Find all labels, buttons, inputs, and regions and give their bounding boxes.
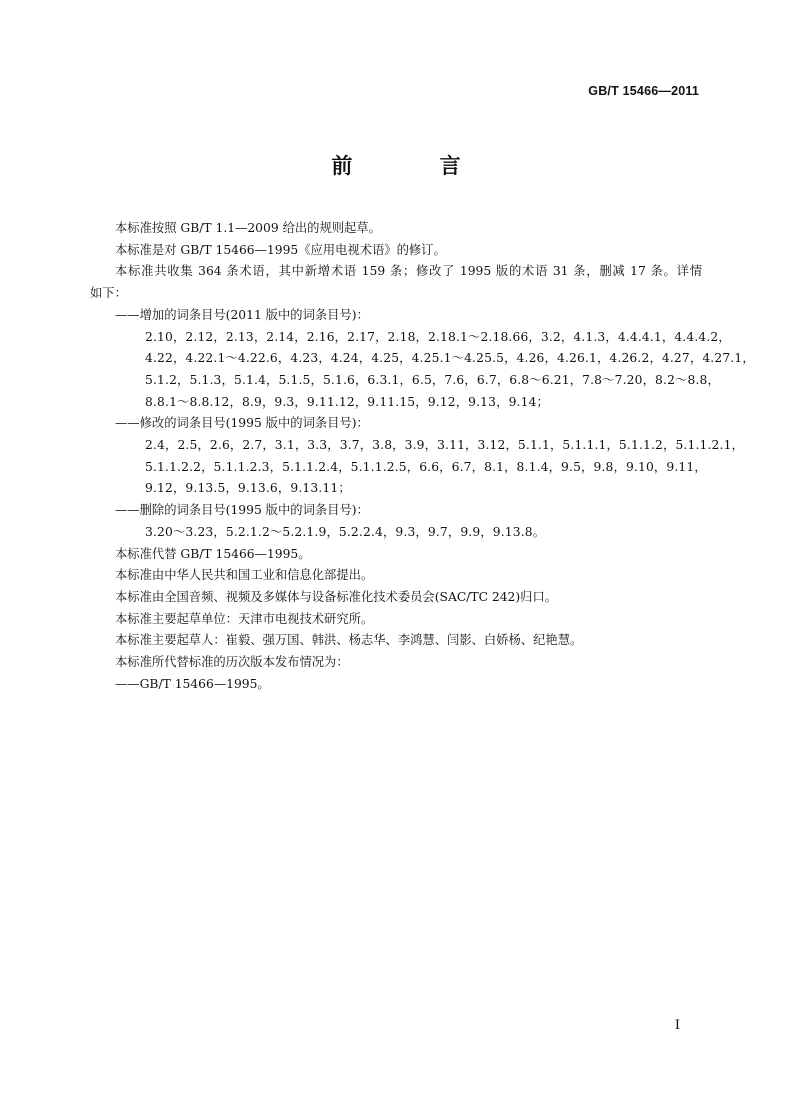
page-number: I xyxy=(674,1018,680,1033)
added-terms-line: 2.10，2.12，2.13，2.14，2.16，2.17，2.18，2.18.1～2.18.66，3.2，4.1.3，4.4.4.1，4.4.4.2， xyxy=(145,329,731,344)
paragraph-history-intro: 本标准所代替标准的历次版本发布情况为： xyxy=(115,655,349,670)
modified-terms-line: 5.1.1.2.2，5.1.1.2.3，5.1.1.2.4，5.1.1.2.5，6.6，6.7，8.1，8.1.4，9.5，9.8，9.10，9.11， xyxy=(145,459,707,474)
deleted-terms-heading: ——删除的词条目号(1995 版中的词条目号)： xyxy=(115,503,369,518)
paragraph-committee: 本标准由全国音频、视频及多媒体与设备标准化技术委员会(SAC/TC 242)归口。 xyxy=(115,589,558,604)
added-terms-line: 5.1.2，5.1.3，5.1.4，5.1.5，5.1.6，6.3.1，6.5，7.6，6.7，6.8～6.21，7.8～7.20，8.2～8.8， xyxy=(145,372,720,387)
added-terms-line: 4.22，4.22.1～4.22.6，4.23，4.24，4.25，4.25.1～4.25.5，4.26，4.26.1，4.26.2，4.27，4.27.1， xyxy=(145,351,755,366)
page-title: 前 言 xyxy=(331,154,501,178)
modified-terms-heading: ——修改的词条目号(1995 版中的词条目号)： xyxy=(115,416,369,431)
paragraph-term-count-line1: 本标准共收集 364 条术语，其中新增术语 159 条；修改了 1995 版的术语 31 条，删减 17 条。详情 xyxy=(115,264,702,279)
paragraph-drafters: 本标准主要起草人：崔毅、强万国、韩洪、杨志华、李鸿慧、闫影、白娇杨、纪艳慧。 xyxy=(115,633,583,648)
paragraph-drafting-rules: 本标准按照 GB/T 1.1—2009 给出的规则起草。 xyxy=(115,221,381,235)
paragraph-drafting-unit: 本标准主要起草单位：天津市电视技术研究所。 xyxy=(115,611,374,626)
foreword-body xyxy=(90,218,755,695)
standard-code: GB/T 15466—2011 xyxy=(588,84,699,98)
paragraph-term-count-line2: 如下： xyxy=(90,286,127,301)
deleted-terms-line: 3.20～3.23，5.2.1.2～5.2.1.9，5.2.2.4，9.3，9.7，9.9，9.13.8。 xyxy=(145,524,546,539)
modified-terms-line: 9.12，9.13.5，9.13.6，9.13.11； xyxy=(145,481,351,496)
modified-terms-line: 2.4，2.5，2.6，2.7，3.1，3.3，3.7，3.8，3.9，3.11，3.12，5.1.1，5.1.1.1，5.1.1.2，5.1.1.2.1， xyxy=(145,438,745,453)
added-terms-line: 8.8.1～8.8.12，8.9，9.3，9.11.12，9.11.15，9.12，9.13，9.14； xyxy=(145,394,549,409)
added-terms-heading: ——增加的词条目号(2011 版中的词条目号)： xyxy=(115,307,369,322)
paragraph-replaces: 本标准代替 GB/T 15466—1995。 xyxy=(115,546,311,561)
paragraph-proposer: 本标准由中华人民共和国工业和信息化部提出。 xyxy=(115,568,374,583)
paragraph-history-item: ——GB/T 15466—1995。 xyxy=(115,676,270,691)
paragraph-revision: 本标准是对 GB/T 15466—1995《应用电视术语》的修订。 xyxy=(115,242,446,257)
